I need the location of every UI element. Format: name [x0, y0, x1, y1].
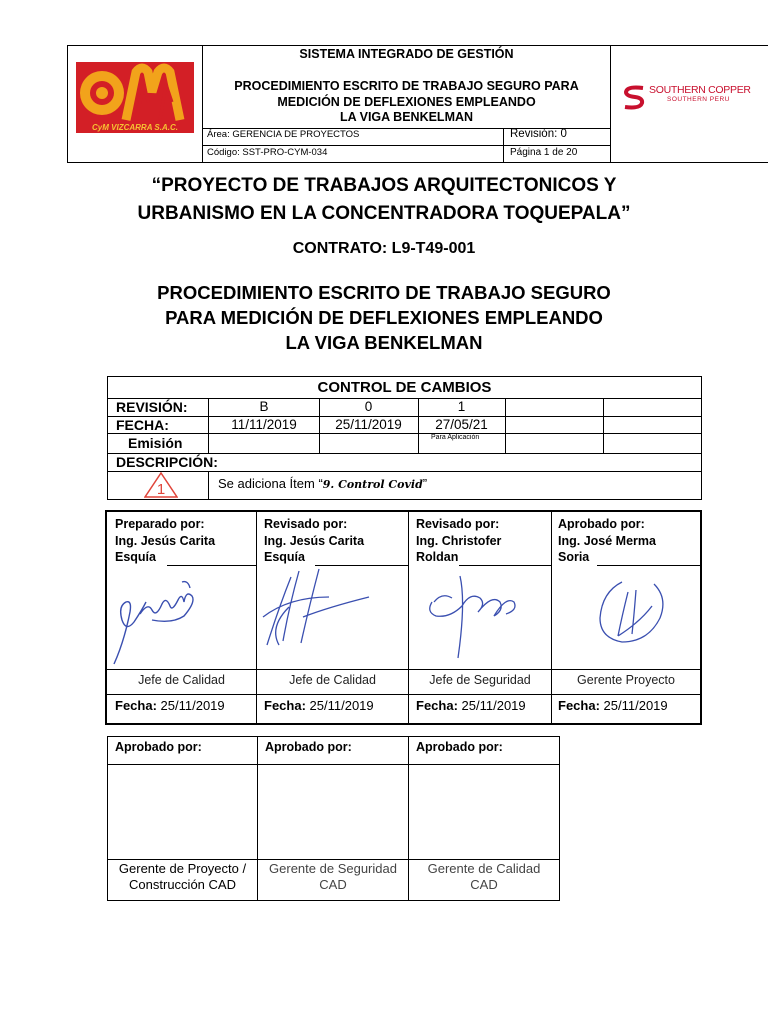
- approval-role-line: Construcción CAD: [129, 877, 236, 892]
- signature-table: [105, 510, 702, 725]
- header-procedure-line: PROCEDIMIENTO ESCRITO DE TRABAJO SEGURO PARA: [234, 79, 579, 93]
- date-label: Fecha:: [264, 698, 306, 713]
- date-label: Fecha:: [115, 698, 157, 713]
- approval-role: [108, 861, 257, 893]
- approval-header: Aprobado por:: [416, 740, 503, 754]
- fecha-value: 25/11/2019: [335, 417, 402, 432]
- revision-value: B: [259, 399, 269, 414]
- approval-header: Aprobado por:: [265, 740, 352, 754]
- signature-header: [115, 516, 215, 566]
- southern-copper-icon: [623, 84, 645, 112]
- header-procedure-line: MEDICIÓN DE DEFLEXIONES EMPLEANDO: [277, 94, 536, 109]
- project-title-line: “PROYECTO DE TRABAJOS ARQUITECTONICOS Y: [151, 175, 617, 196]
- project-title: [0, 172, 768, 228]
- signer-name: Esquía: [264, 550, 305, 564]
- cym-logo-text: CyM VIZCARRA S.A.C.: [76, 123, 194, 133]
- description-suffix: ”: [422, 476, 428, 491]
- procedure-title-line: PROCEDIMIENTO ESCRITO DE TRABAJO SEGURO: [157, 282, 611, 303]
- approval-role: [258, 861, 408, 893]
- approval-role-line: Gerente de Calidad: [427, 861, 541, 876]
- signer-position: Jefe de Seguridad: [429, 673, 531, 687]
- codigo-field: Código: SST-PRO-CYM-034: [207, 147, 328, 158]
- area-field: Área: GERENCIA DE PROYECTOS: [207, 129, 360, 140]
- signature-role-label: Revisado por:: [416, 517, 500, 531]
- descripcion-label: DESCRIPCIÓN:: [116, 454, 218, 470]
- change-control-title: CONTROL DE CAMBIOS: [108, 377, 701, 399]
- approval-role-line: Gerente de Proyecto /: [118, 861, 247, 876]
- signer-position: Jefe de Calidad: [138, 673, 225, 687]
- southern-logo-cell: [610, 46, 768, 163]
- system-title: SISTEMA INTEGRADO DE GESTIÓN: [299, 47, 514, 61]
- signature-header: [264, 516, 364, 566]
- approval-role-line: CAD: [319, 877, 347, 892]
- fecha-label: FECHA:: [116, 417, 169, 433]
- signer-name: Ing. Christofer: [416, 533, 502, 548]
- revision-label: REVISIÓN:: [116, 399, 188, 415]
- emision-note: Para Aplicación: [431, 434, 480, 441]
- signer-position: Gerente Proyecto: [577, 673, 675, 687]
- description-prefix: Se adiciona Ítem “: [218, 476, 323, 491]
- approval-role: [409, 861, 559, 893]
- signature-date: [416, 698, 526, 713]
- signer-name: Roldan: [416, 550, 459, 564]
- date-label: Fecha:: [416, 698, 458, 713]
- signature-header: [416, 516, 501, 566]
- revision-marker-triangle-icon: [144, 472, 178, 498]
- southern-copper-logo: [623, 84, 763, 116]
- procedure-title: [0, 280, 768, 355]
- approval-header: Aprobado por:: [115, 740, 202, 754]
- signer-name: Soria: [558, 550, 590, 564]
- signer-position: Jefe de Calidad: [289, 673, 376, 687]
- signature-date: [558, 698, 668, 713]
- approval-role-line: Gerente de Seguridad: [269, 861, 397, 876]
- header-procedure-line: LA VIGA BENKELMAN: [339, 110, 474, 124]
- page-number: Página 1 de 20: [510, 147, 578, 158]
- handwritten-signature-2: [259, 567, 379, 647]
- signer-name: Esquía: [115, 550, 156, 564]
- change-description: [218, 476, 427, 491]
- approvals-table: [107, 736, 560, 901]
- approval-role-line: CAD: [470, 877, 498, 892]
- cym-logo-cell: [68, 46, 203, 163]
- signature-date: [115, 698, 225, 713]
- date-value: 25/11/2019: [160, 698, 225, 713]
- date-value: 25/11/2019: [309, 698, 374, 713]
- procedure-title-line: LA VIGA BENKELMAN: [285, 332, 483, 353]
- signer-name: Ing. Jesús Carita: [264, 533, 365, 548]
- header-procedure-title: [203, 79, 610, 126]
- project-title-line: URBANISMO EN LA CONCENTRADORA TOQUEPALA”: [137, 203, 631, 224]
- change-control-table: [107, 376, 702, 500]
- description-item: 9. Control Covid: [322, 478, 423, 491]
- document-header: [67, 45, 768, 163]
- revision-value: 1: [457, 399, 466, 414]
- fecha-value: 11/11/2019: [231, 417, 297, 432]
- signer-name: Ing. Jesús Carita: [115, 533, 216, 548]
- handwritten-signature-4: [592, 572, 672, 652]
- revision-value: 0: [364, 399, 373, 414]
- emision-label: Emisión: [128, 435, 183, 451]
- revision-marker-number: 1: [156, 481, 166, 498]
- handwritten-signature-3: [422, 572, 522, 662]
- date-label: Fecha:: [558, 698, 600, 713]
- fecha-value: 27/05/21: [435, 417, 488, 432]
- southern-peru-name: SOUTHERN PERU: [667, 96, 730, 103]
- procedure-title-line: PARA MEDICIÓN DE DEFLEXIONES EMPLEANDO: [165, 307, 603, 328]
- revision-field: Revisión: 0: [510, 128, 567, 140]
- signature-role-label: Revisado por:: [264, 517, 348, 531]
- southern-copper-name: SOUTHERN COPPER: [649, 84, 751, 96]
- signature-role-label: Preparado por:: [115, 517, 205, 531]
- signature-date: [264, 698, 374, 713]
- date-value: 25/11/2019: [461, 698, 526, 713]
- contract-number: CONTRATO: L9-T49-001: [292, 240, 476, 257]
- signature-header: [558, 516, 656, 566]
- handwritten-signature-1: [112, 572, 202, 667]
- signature-role-label: Aprobado por:: [558, 517, 645, 531]
- date-value: 25/11/2019: [603, 698, 668, 713]
- header-center: [203, 46, 610, 163]
- signer-name: Ing. José Merma: [558, 533, 656, 548]
